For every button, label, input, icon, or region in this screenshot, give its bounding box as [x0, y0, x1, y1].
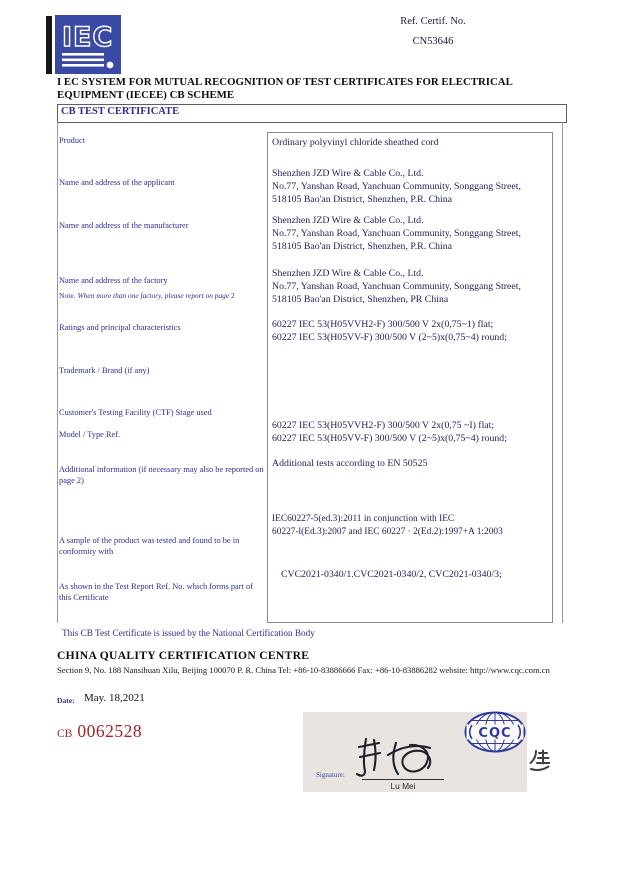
signature-name: Lu Mei — [390, 781, 416, 791]
value-product: Ordinary polyvinyl chloride sheathed cord — [272, 137, 439, 148]
signature-label: Signature: — [316, 771, 345, 779]
value-factory — [272, 267, 521, 306]
value-ratings — [272, 318, 507, 344]
certification-body-name: CHINA QUALITY CERTIFICATION CENTRE — [57, 649, 310, 662]
label-report: As shown in the Test Report Ref. No. which forms part of this Certificate — [59, 582, 253, 602]
cqc-logo — [463, 711, 527, 758]
date-label: Date: — [57, 696, 75, 705]
ref-certif-number: CN53646 — [412, 36, 454, 47]
table-left-border — [57, 122, 58, 623]
label-conformity: A sample of the product was tested and found to be in conformity with — [59, 536, 240, 556]
value-applicant — [272, 167, 521, 206]
value-model-line2: 60227 IEC 53(H05VV-F) 300/500 V (2~5)x(0,75~4) round; — [272, 433, 507, 444]
value-conformity-line1: IEC60227-5(ed.3):2011 in conjunction with IEC — [272, 514, 455, 524]
value-model — [272, 419, 507, 445]
issued-by-statement: This CB Test Certificate is issued by the National Certification Body — [62, 628, 315, 638]
value-applicant-line1: Shenzhen JZD Wire & Cable Co., Ltd. — [272, 168, 424, 179]
value-ratings-line1: 60227 IEC 53(H05VVH2-F) 300/500 V 2x(0,75~1) flat; — [272, 319, 494, 330]
label-additional: Additional information (if necessary may also be reported on page 2) — [59, 465, 264, 485]
value-model-line1: 60227 IEC 53(H05VVH2-F) 300/500 V 2x(0,75 ~I) flat; — [272, 420, 495, 431]
label-manufacturer: Name and address of the manufacturer — [59, 221, 189, 230]
cb-number: 0062528 — [77, 721, 143, 741]
value-manufacturer-line3: 518105 Bao'an District, Shenzhen, P.R. China — [272, 241, 452, 252]
signature-line — [362, 779, 444, 780]
value-applicant-line3: 518105 Bao'an District, Shenzhen, P.R. China — [272, 194, 452, 205]
certificate-title: CB TEST CERTIFICATE — [57, 104, 567, 123]
value-factory-line1: Shenzhen JZD Wire & Cable Co., Ltd. — [272, 268, 424, 279]
label-applicant: Name and address of the applicant — [59, 178, 175, 187]
factory-note-prefix: Note. — [59, 291, 76, 300]
factory-note-body: When more than one factory, please report on page — [77, 291, 230, 300]
label-factory: Name and address of the factory — [59, 276, 168, 285]
cb-certificate-number — [57, 721, 142, 742]
value-additional: Additional tests according to EN 50525 — [272, 458, 428, 469]
value-manufacturer — [272, 214, 521, 253]
scheme-title: I EC SYSTEM FOR MUTUAL RECOGNITION OF TEST CERTIFICATES FOR ELECTRICAL EQUIPMENT (IECEE) CB SCHEME — [57, 76, 513, 101]
value-factory-line3: 518105 Bao'an District, Shenzhen, PR China — [272, 294, 449, 305]
value-manufacturer-line1: Shenzhen JZD Wire & Cable Co., Ltd. — [272, 215, 424, 226]
date-value: May. 18,2021 — [84, 692, 145, 704]
label-product: Product — [59, 136, 86, 145]
table-right-border — [562, 122, 563, 623]
left-margin-bar — [46, 16, 52, 74]
label-ratings: Ratings and principal characteristics — [59, 323, 181, 332]
value-ratings-line2: 60227 IEC 53(H05VV-F) 300/500 V (2~5)x(0,75~4) round; — [272, 332, 507, 343]
label-trademark: Trademark / Brand (if any) — [59, 366, 150, 375]
factory-note-suffix: 2 — [231, 291, 235, 300]
iec-logo-text: IEC — [62, 22, 114, 53]
factory-note — [59, 291, 235, 300]
label-model: Model / Type Ref. — [59, 430, 121, 439]
value-conformity — [272, 513, 503, 539]
certification-body-address: Section 9, No. 188 Nansihuan Xilu, Beijing 100070 P. R. China Tel: +86-10-83886666 Fax: +86-10-83886282 website: http://www.cqc.com.cn — [57, 665, 550, 675]
value-factory-line2: No.77, Yanshan Road, Yanchuan Community, Songgang Street, — [272, 281, 521, 292]
signature-handwriting — [352, 733, 452, 784]
cqc-logo-text: CQC — [478, 726, 512, 741]
value-applicant-line2: No.77, Yanshan Road, Yanchuan Community, Songgang Street, — [272, 181, 521, 192]
label-ctf: Customer's Testing Facility (CTF) Stage used — [59, 408, 212, 417]
ref-certif-block — [383, 16, 483, 47]
stamp-character — [528, 748, 550, 777]
iec-logo — [55, 15, 121, 74]
value-conformity-line2: 60227-l(Ed.3):2007 and IEC 60227 · 2(Ed.2):1997+A 1:2003 — [272, 527, 503, 537]
value-manufacturer-line2: No.77, Yanshan Road, Yanchuan Community, Songgang Street, — [272, 228, 521, 239]
cb-prefix: CB — [57, 728, 73, 740]
ref-certif-label: Ref. Certif. No. — [400, 16, 466, 27]
value-report: CVC2021-0340/1.CVC2021-0340/2, CVC2021-0340/3; — [281, 569, 502, 580]
